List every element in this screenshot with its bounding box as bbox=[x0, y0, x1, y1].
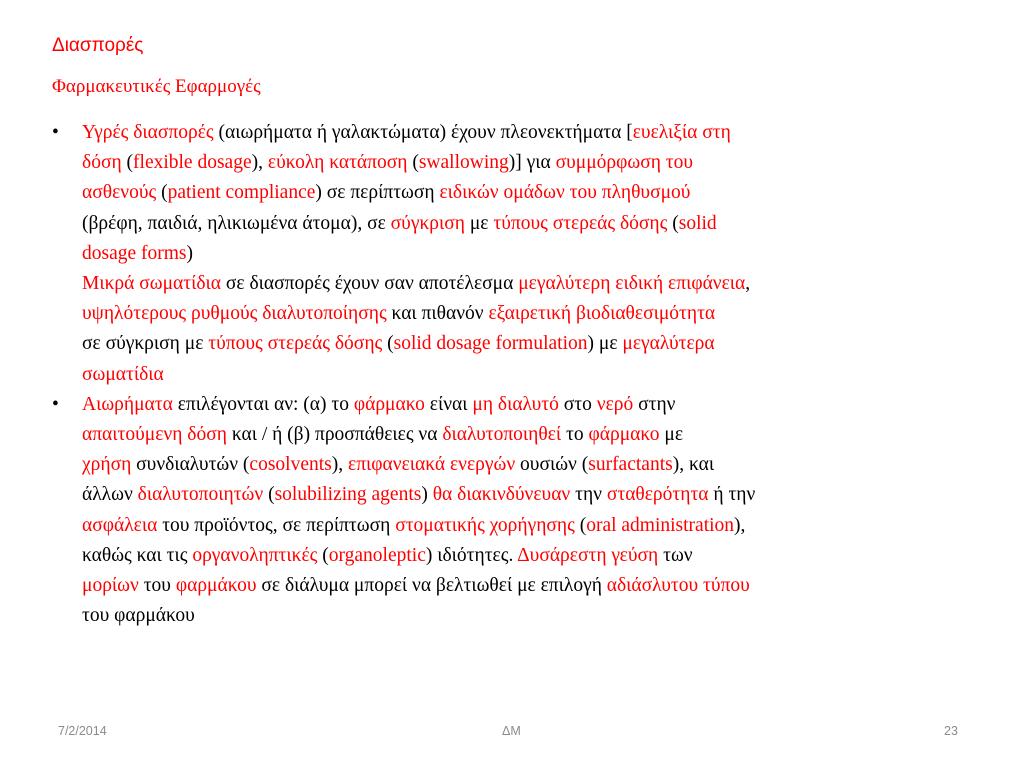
highlighted-term: διαλυτοποιηθεί bbox=[442, 424, 562, 446]
text-run: ) bbox=[186, 242, 194, 264]
highlighted-term: σύγκριση bbox=[390, 212, 465, 234]
footer-date: 7/2/2014 bbox=[58, 724, 107, 738]
highlighted-term: Αιωρήματα bbox=[82, 393, 173, 415]
text-line bbox=[82, 148, 982, 178]
text-run: ), και bbox=[672, 454, 715, 476]
text-line bbox=[82, 118, 982, 148]
highlighted-term: Υγρές διασπορές bbox=[82, 122, 214, 143]
text-run: ( bbox=[382, 333, 394, 355]
text-line bbox=[82, 178, 982, 208]
highlighted-term: επιφανειακά ενεργών bbox=[348, 454, 516, 476]
highlighted-term: σωματίδια bbox=[82, 363, 164, 385]
highlighted-term: μη διαλυτό bbox=[472, 393, 559, 415]
highlighted-term: organoleptic bbox=[328, 544, 426, 566]
text-line bbox=[82, 601, 982, 631]
highlighted-term: Δυσάρεστη γεύση bbox=[517, 544, 659, 566]
text-run: ), bbox=[251, 152, 268, 174]
highlighted-term: solubilizing agents bbox=[274, 484, 422, 506]
highlighted-term: αδιάσλυτου τύπου bbox=[606, 575, 750, 597]
text-run: είναι bbox=[424, 393, 473, 415]
text-run: του bbox=[138, 575, 176, 597]
text-run: ), bbox=[734, 514, 746, 536]
text-run: ) σε περίπτωση bbox=[315, 182, 440, 204]
highlighted-term: ασφάλεια bbox=[82, 514, 158, 536]
text-run: σε σύγκριση με bbox=[82, 333, 209, 355]
text-run: και πιθανόν bbox=[386, 303, 489, 325]
highlighted-term: ειδικών ομάδων του πληθυσμού bbox=[439, 182, 691, 204]
text-line bbox=[82, 269, 982, 299]
bullet-paragraph-2 bbox=[52, 390, 982, 632]
text-line bbox=[82, 571, 982, 601]
bullet-paragraph-1 bbox=[52, 118, 982, 390]
highlighted-term: τύπους στερεάς δόσης bbox=[493, 212, 668, 234]
highlighted-term: φαρμάκου bbox=[175, 575, 257, 597]
text-run: ( bbox=[407, 152, 419, 174]
highlighted-term: δόση bbox=[82, 152, 122, 174]
text-run: ), bbox=[331, 454, 348, 476]
text-run: με bbox=[659, 424, 684, 446]
highlighted-term: flexible dosage bbox=[133, 152, 252, 174]
bullet-icon: • bbox=[52, 122, 59, 143]
highlighted-term: τύπους στερεάς δόσης bbox=[208, 333, 383, 355]
text-run: και / ή (β) προσπάθειες να bbox=[226, 424, 443, 446]
footer-page-number: 23 bbox=[944, 724, 958, 738]
highlighted-term: σταθερότητα bbox=[606, 484, 709, 506]
text-run: ( bbox=[121, 152, 134, 174]
highlighted-term: νερό bbox=[596, 393, 634, 415]
bullet-icon: • bbox=[52, 393, 59, 415]
text-line bbox=[82, 450, 982, 480]
highlighted-term: απαιτούμενη δόση bbox=[82, 424, 227, 446]
text-run: ) bbox=[421, 484, 433, 506]
text-run: καθώς και τις bbox=[82, 544, 193, 566]
text-run: , bbox=[745, 273, 751, 295]
highlighted-term: χρήση bbox=[82, 454, 132, 476]
text-run: ή την bbox=[708, 484, 756, 506]
text-run: άλλων bbox=[82, 484, 138, 506]
text-run: το bbox=[561, 424, 589, 446]
highlighted-term: θα διακινδύνευαν bbox=[432, 484, 571, 506]
highlighted-term: dosage forms bbox=[82, 242, 187, 264]
highlighted-term: φάρμακο bbox=[353, 393, 425, 415]
slide-body bbox=[52, 118, 982, 631]
text-run: ( bbox=[263, 484, 275, 506]
highlighted-term: συμμόρφωση του bbox=[555, 152, 694, 174]
text-run: ) ιδιότητες. bbox=[425, 544, 518, 566]
highlighted-term: οργανοληπτικές bbox=[192, 544, 318, 566]
highlighted-term: διαλυτοποιητών bbox=[137, 484, 264, 506]
highlighted-term: surfactants bbox=[588, 454, 673, 476]
highlighted-term: μεγαλύτερα bbox=[622, 333, 715, 355]
text-run: σε διασπορές έχουν σαν αποτέλεσμα bbox=[221, 273, 519, 295]
text-run: ουσιών ( bbox=[515, 454, 589, 476]
highlighted-term: cosolvents bbox=[249, 454, 332, 476]
text-line bbox=[82, 541, 982, 571]
highlighted-term: μεγαλύτερη ειδική επιφάνεια bbox=[518, 273, 746, 295]
highlighted-term: υψηλότερους ρυθμούς διαλυτοποίησης bbox=[82, 303, 387, 325]
text-run: επιλέγονται αν: (α) το bbox=[172, 393, 354, 415]
text-run: ( bbox=[574, 514, 587, 536]
highlighted-term: Μικρά σωματίδια bbox=[82, 273, 221, 295]
highlighted-term: swallowing bbox=[418, 152, 509, 174]
text-run: με bbox=[464, 212, 494, 234]
text-run: ( bbox=[667, 212, 679, 234]
highlighted-term: μορίων bbox=[82, 575, 139, 597]
text-line bbox=[82, 390, 982, 420]
text-line bbox=[82, 511, 982, 541]
text-run: (αιωρήματα ή γαλακτώματα) έχουν πλεονεκτήματα [ bbox=[213, 122, 633, 143]
text-run: των bbox=[658, 544, 693, 566]
text-line bbox=[82, 329, 982, 359]
highlighted-term: στοματικής χορήγησης bbox=[395, 514, 575, 536]
text-line bbox=[82, 420, 982, 450]
text-line bbox=[82, 360, 982, 390]
text-run: συνδιαλυτών ( bbox=[131, 454, 250, 476]
slide-title: Διασπορές bbox=[52, 35, 144, 56]
highlighted-term: φάρμακο bbox=[588, 424, 660, 446]
text-line bbox=[82, 209, 982, 239]
slide-subtitle: Φαρμακευτικές Εφαρμογές bbox=[52, 76, 261, 97]
text-run: ) με bbox=[587, 333, 623, 355]
highlighted-term: solid dosage formulation bbox=[393, 333, 588, 355]
text-run: του φαρμάκου bbox=[82, 605, 195, 627]
text-run: του προϊόντος, σε περίπτωση bbox=[157, 514, 396, 536]
text-run: σε διάλυμα μπορεί να βελτιωθεί με επιλογή bbox=[256, 575, 607, 597]
highlighted-term: εύκολη κατάποση bbox=[267, 152, 408, 174]
highlighted-term: patient compliance bbox=[167, 182, 316, 204]
footer-author: ΔΜ bbox=[502, 724, 521, 738]
text-run: στο bbox=[558, 393, 597, 415]
highlighted-term: solid bbox=[678, 212, 717, 234]
text-run: ( bbox=[156, 182, 168, 204]
text-run: ( bbox=[317, 544, 329, 566]
highlighted-term: oral administration bbox=[586, 514, 735, 536]
text-run: στην bbox=[633, 393, 676, 415]
text-run: (βρέφη, παιδιά, ηλικιωμένα άτομα), σε bbox=[82, 212, 391, 234]
text-run: )] για bbox=[508, 152, 556, 174]
highlighted-term: ευελιξία στη bbox=[632, 122, 731, 143]
text-line bbox=[82, 299, 982, 329]
highlighted-term: ασθενούς bbox=[82, 182, 157, 204]
text-line bbox=[82, 239, 982, 269]
highlighted-term: εξαιρετική βιοδιαθεσιμότητα bbox=[488, 303, 716, 325]
text-run: την bbox=[570, 484, 607, 506]
text-line bbox=[82, 480, 982, 510]
